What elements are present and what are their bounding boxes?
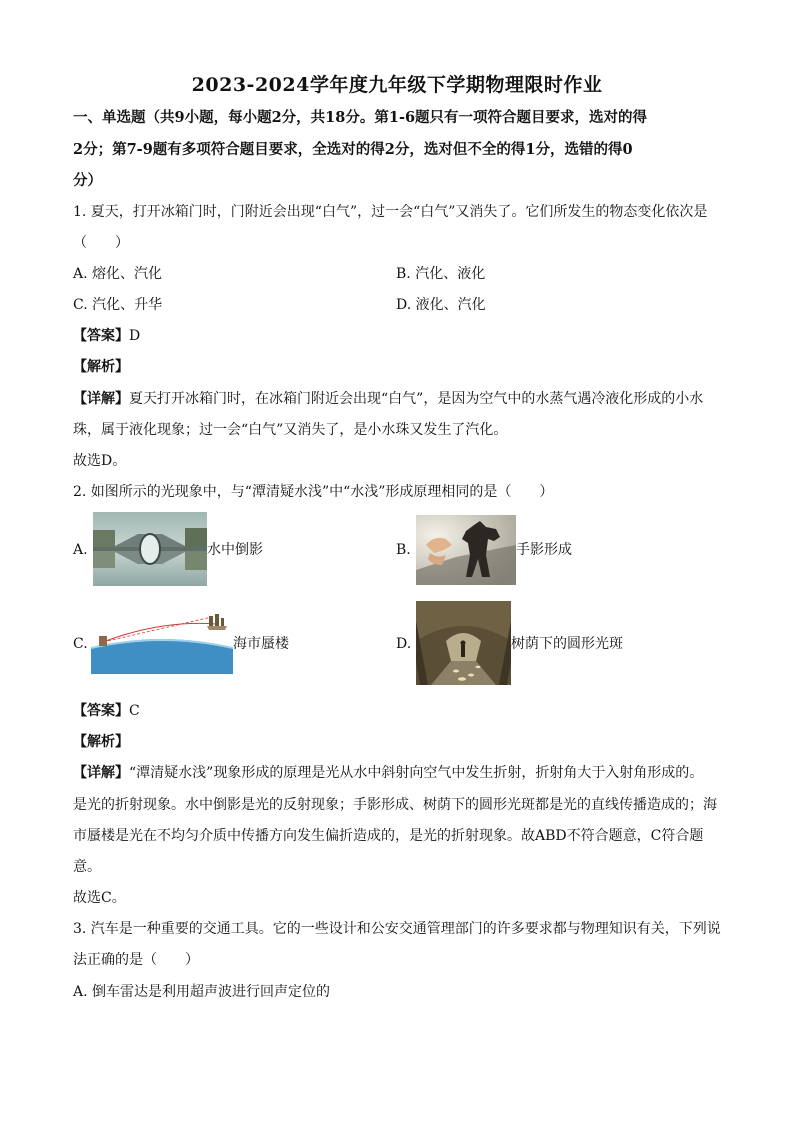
q2-option-a-label: A. xyxy=(73,542,88,558)
q1-stem-line1: 1. 夏天，打开冰箱门时，门附近会出现“白气”，过一会“白气”又消失了。它们所发生的物态变化依次是 xyxy=(73,204,708,220)
q2-detail-line2: 是光的折射现象。水中倒影是光的反射现象；手影形成、树荫下的圆形光斑都是光的直线传播造成的；海 xyxy=(73,797,717,813)
q1-option-c: C. 汽化、升华 xyxy=(73,297,163,313)
q2-option-d-text: 树荫下的圆形光斑 xyxy=(511,636,623,652)
q2-answer-value: C xyxy=(129,703,140,719)
q1-stem-line2: （ ） xyxy=(73,235,129,251)
q1-option-d: D. 液化、汽化 xyxy=(396,297,486,313)
q2-option-d-label: D. xyxy=(396,636,412,652)
q1-analysis-tag: 【解析】 xyxy=(73,359,129,375)
q2-detail-line4: 意。 xyxy=(73,859,101,875)
q2-detail-text1: “潭清疑水浅”现象形成的原理是光从水中斜射向空气中发生折射，折射角大于入射角形成的。 xyxy=(129,765,704,781)
q2-option-a-text: 水中倒影 xyxy=(207,542,263,558)
q2-option-c-text: 海市蜃楼 xyxy=(233,636,289,652)
q2-option-b-label: B. xyxy=(396,542,411,558)
bridge-reflection-image xyxy=(93,512,207,586)
tree-shade-image xyxy=(416,601,511,685)
q2-detail-line1 xyxy=(73,763,703,783)
q1-detail-text1: 夏天打开冰箱门时，在冰箱门附近会出现“白气”，是因为空气中的水蒸气遇冷液化形成的小水 xyxy=(129,391,704,407)
q2-answer-tag: 【答案】 xyxy=(73,703,129,719)
q3-stem-line2: 法正确的是（ ） xyxy=(73,952,199,968)
q1-detail-line2: 珠，属于液化现象；过一会“白气”又消失了，是小水珠又发生了汽化。 xyxy=(73,422,508,438)
q1-option-b: B. 汽化、液化 xyxy=(396,266,486,282)
q3-option-a: A. 倒车雷达是利用超声波进行回声定位的 xyxy=(73,984,331,1000)
q2-stem: 2. 如图所示的光现象中，与“潭清疑水浅”中“水浅”形成原理相同的是（ ） xyxy=(73,484,554,500)
q1-detail-line1 xyxy=(73,389,703,409)
hand-shadow-image xyxy=(416,515,516,585)
q2-answer xyxy=(73,701,140,721)
q2-conclusion: 故选C。 xyxy=(73,890,126,906)
section-heading-line1: 一、单选题（共9小题，每小题2分，共18分。第1-6题只有一项符合题目要求，选对的得 xyxy=(73,109,648,126)
q2-analysis-tag: 【解析】 xyxy=(73,734,129,750)
mirage-diagram-image xyxy=(91,612,233,674)
q2-detail-tag: 【详解】 xyxy=(73,765,129,781)
q3-stem-line1: 3. 汽车是一种重要的交通工具。它的一些设计和公安交通管理部门的许多要求都与物理知识有关，下列说 xyxy=(73,921,721,937)
q1-answer-value: D xyxy=(129,328,141,344)
q2-option-b-text: 手影形成 xyxy=(516,542,572,558)
q1-detail-tag: 【详解】 xyxy=(73,391,129,407)
q1-answer xyxy=(73,326,140,346)
q1-conclusion: 故选D。 xyxy=(73,453,127,469)
q2-detail-line3: 市蜃楼是光在不均匀介质中传播方向发生偏折造成的，是光的折射现象。故ABD不符合题意，C符合题 xyxy=(73,828,704,844)
section-heading-line3: 分） xyxy=(73,172,102,189)
q2-option-c-label: C. xyxy=(73,636,88,652)
q1-answer-tag: 【答案】 xyxy=(73,328,129,344)
q1-option-a: A. 熔化、汽化 xyxy=(73,266,163,282)
section-heading-line2: 2分；第7-9题有多项符合题目要求，全选对的得2分，选对但不全的得1分，选错的得0 xyxy=(73,141,633,158)
page-title: 2023-2024学年度九年级下学期物理限时作业 xyxy=(191,74,603,96)
